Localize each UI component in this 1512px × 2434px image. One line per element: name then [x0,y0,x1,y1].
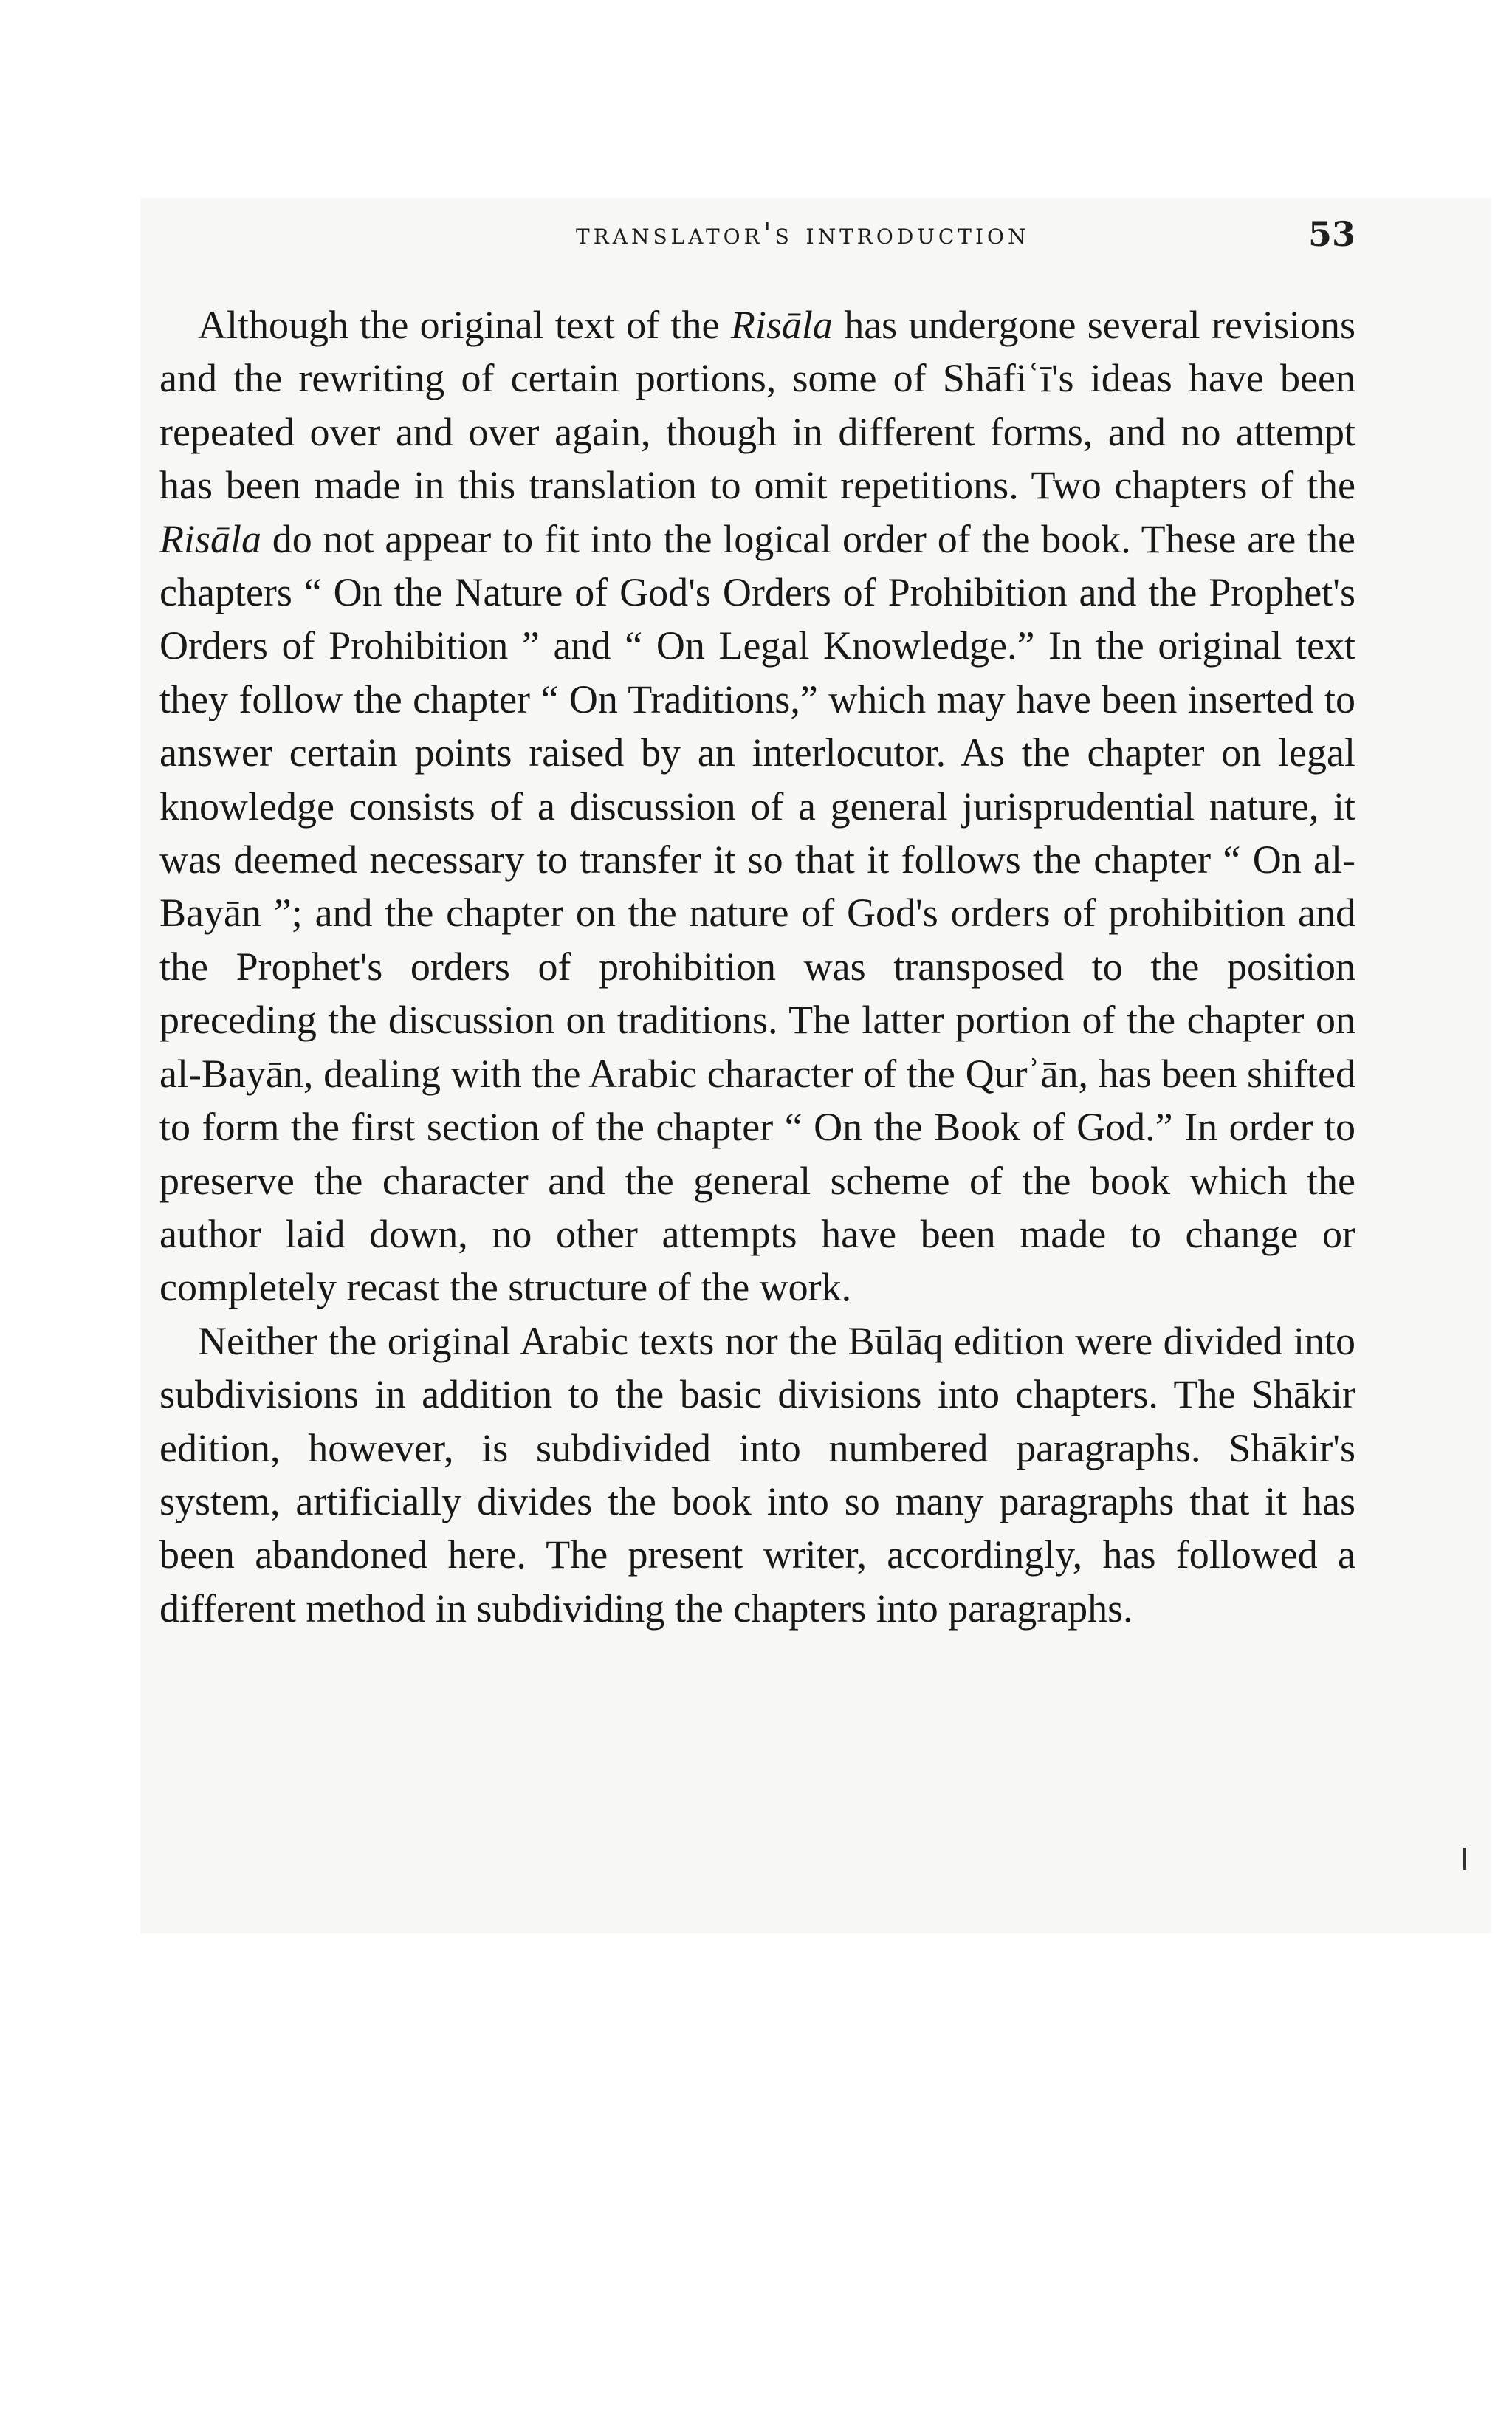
running-head [576,214,1355,258]
paragraph-1-text-c: do not appear to fit into the logical order of the book. These are the chapters “ On the Nature of God's Orders of Prohibition and the Prophet's Orders of Prohibition ” and “ On Legal Knowledge.” In the original text they follow the chapter “ On Traditions,” which may have been inserted to answer certain points raised by an interlocutor. As the chapter on legal knowledge consists of a discussion of a general jurisprudential nature, it was deemed necessary to transfer it so that it follows the chapter “ On al-Bayān ”; and the chapter on the nature of God's orders of prohibition and the Prophet's orders of prohibition was transposed to the position preceding the discussion on traditions. The latter portion of the chapter on al-Bayān, dealing with the Arabic character of the Qurʾān, has been shifted to form the first section of the chapter “ On the Book of God.” In order to preserve the character and the general scheme of the book which the author laid down, no other attempts have been made to change or completely recast the structure of the work. [159,516,1355,1310]
paragraph-1-text-b: has undergone several revisions and the rewriting of certain portions, some of Shāfiʿī's ideas have been repeated over and over again, though in different forms, and no attempt has been made in this translation to omit repetitions. Two chapters of the [159,303,1355,508]
work-title-risala-2: Risāla [159,516,262,561]
work-title-risala: Risāla [730,303,833,347]
paragraph-subdivisions: Neither the original Arabic texts nor the Būlāq edition were divided into subdivisions in addition to the basic divisions into chapters. The Shākir edition, however, is subdivided into numbered paragraphs. Shākir's system, artificially divides the book into so many paragraphs that it has been abandoned here. The present writer, accordingly, has followed a different method in subdividing the chapters into paragraphs. [159,1318,1355,1631]
margin-mark [1463,1848,1466,1870]
paragraph-structure-revisions [159,298,1355,1314]
paragraph-1-text-a: Although the original text of the [198,303,731,347]
running-title: translator's introduction [576,217,1030,251]
page-number: 53 [1307,214,1355,254]
body-text [159,298,1355,1635]
